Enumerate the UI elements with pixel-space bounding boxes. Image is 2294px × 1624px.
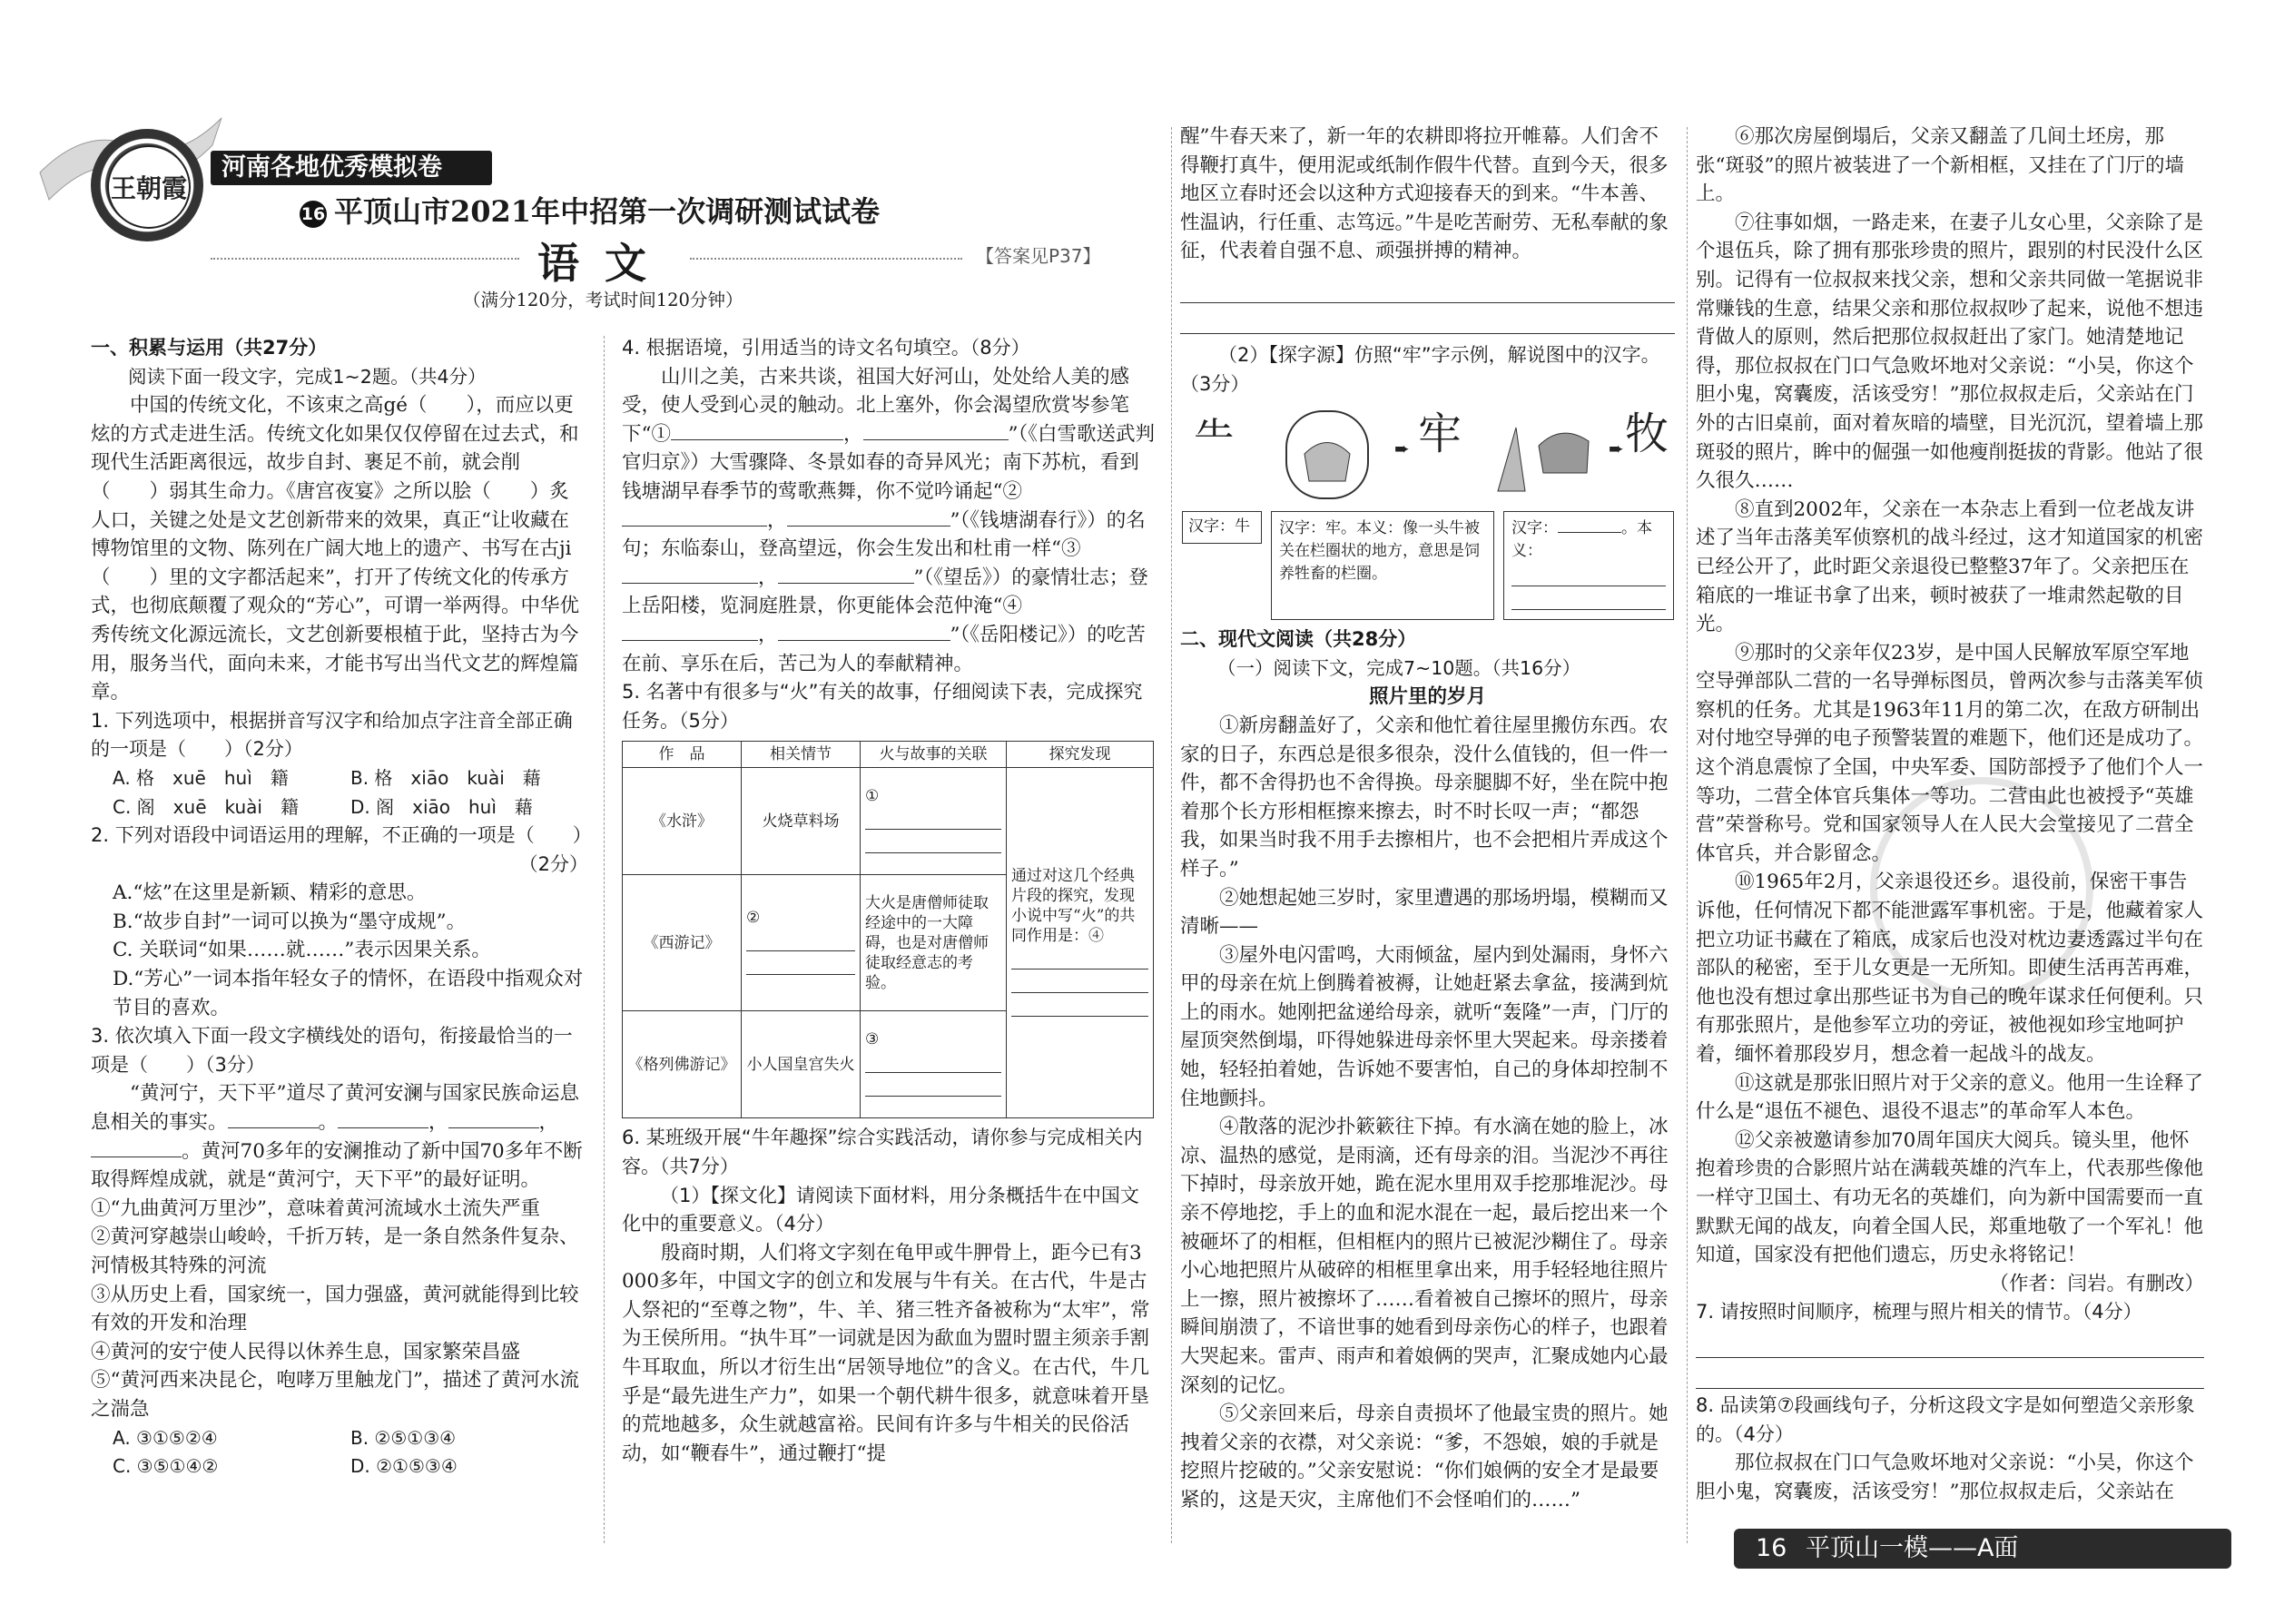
column-divider bbox=[1171, 127, 1172, 1543]
page-footer bbox=[1734, 1529, 2231, 1569]
column-1: 一、积累与运用（共27分） 阅读下面一段文字，完成1~2题。（共4分） 中国的传统文化，不该束之高gé（ ），而应以更炫的方式走进生活。传统文化如果仅仅停留在过去式，和现代生活距离很远，故步自封、裹足不前，就会削（ ）弱其生命力。《唐宫夜宴》之所以脍（ ）炙人口，关键之处是文艺创新带来的效果，真正“让收藏在博物馆里的文物、陈列在广阔大地上的遗产、书写在古ji（ ）里的文字都活起来”，打开了传统文化的传承方式，也彻底颠覆了观众的“芳心”，可谓一举两得。中华优秀传统文化源远流长，文艺创新要根植于此，坚持古为今用，服务当代，面向未来，才能书写出当代文艺的辉煌篇章。 1. 下列选项中，根据拼音写汉字和给加点字注音全部正确的一项是（ ）（2分） A. 格 xuē huì 籍 B. 格 xiāo kuài 藉 C. 阁 xuē kuài 籍 D. 阁 xiāo huì 藉 2. 下列对语段中词语运用的理解，不正确的一项是（ ） （2分） A.“炫”在这里是新颖、精彩的意思。 B.“故步自封”一词可以换为“墨守成规”。 C. 关联词“如果……就……”表示因果关系。 D.“芳心”一词本指年轻女子的情怀，在语段中指观众对节目的喜欢。 3. 依次填入下面一段文字横线处的语句，衔接最恰当的一项是（ ）（3分） “黄河宁，天下平”道尽了黄河安澜与国家民族命运息息相关的事实。 。 ， ，。黄河70多年的安澜推动了新中国70多年不断取得辉煌成就，就是“黄河宁，天下平”的最好证明。 ①“九曲黄河万里沙”，意味着黄河流域水土流失严重 ②黄河穿越崇山峻岭，千折万转，是一条自然条件复杂、河情极其特殊的河流 ③从历史上看，国家统一，国力强盛，黄河就能得到比较有效的开发和治理 ④黄河的安宁使人民得以休养生息，国家繁荣昌盛 ⑤“黄河西来决昆仑，咆哮万里触龙门”，描述了黄河水流之湍急 A. ③①⑤②④ B. ②⑤①③④ C. ③⑤①④② D. ②①⑤③④ bbox=[91, 334, 588, 1481]
option[interactable]: B.“故步自封”一词可以换为“墨守成规”。 bbox=[113, 910, 467, 933]
paragraph: ⑥那次房屋倒塌后，父亲又翻盖了几间土坯房，那张“斑驳”的照片被装进了一个新相框，又挂在了门厅的墙上。 bbox=[1696, 125, 2184, 206]
arrow-icon: ➨ bbox=[1394, 438, 1410, 460]
table-cell: 《格列佛游记》 bbox=[623, 1011, 742, 1118]
box-label: 。本义： bbox=[1511, 519, 1652, 561]
table-header-row bbox=[623, 742, 1154, 768]
answer-line[interactable] bbox=[1180, 275, 1675, 303]
q3-passage: “黄河宁，天下平”道尽了黄河安澜与国家民族命运息息相关的事实。 bbox=[91, 1082, 579, 1135]
answer-blank[interactable] bbox=[1558, 532, 1621, 533]
column-divider bbox=[1687, 127, 1688, 1543]
answer-blank[interactable] bbox=[778, 640, 950, 641]
option[interactable]: B. 格 xiāo kuài 藉 bbox=[350, 766, 541, 789]
q4-text: 山川之美，古来共谈，祖国大好河山，处处给人美的感受，使人受到心灵的触动。北上塞外，你会渴望欣赏岑参笔下“① bbox=[622, 365, 1130, 446]
publisher-logo bbox=[91, 129, 203, 241]
answer-blank[interactable] bbox=[622, 640, 758, 641]
answer-line[interactable] bbox=[1180, 306, 1675, 334]
glyph-figure bbox=[1180, 399, 1675, 625]
table-header: 相关情节 bbox=[742, 742, 861, 768]
answer-blank[interactable] bbox=[622, 583, 758, 584]
question-2-points: （2分） bbox=[518, 852, 588, 875]
q4-text: ”（《白雪歌送武判官归京》）大雪骤降、冬景如春的奇异风光；南下苏杭，看到钱塘湖早春季节的莺歌燕舞，你不觉吟诵起“② bbox=[622, 422, 1156, 503]
q2-options bbox=[91, 879, 588, 1022]
column-2: 4. 根据语境，引用适当的诗文名句填空。（8分） 山川之美，古来共谈，祖国大好河山，处处给人美的感受，使人受到心灵的触动。北上塞外，你会渴望欣赏岑参笔下“① ， ”（《白雪歌送武判官归京》）大雪骤降、冬景如春的奇异风光；南下苏杭，看到钱塘湖早春季节的莺歌燕舞，你不觉吟诵起“②， ”（《钱塘湖春行》）的名句；东临泰山，登高望远，你会生发出和杜甫一样“③， ”（《望岳》）的豪情壮志；登上岳阳楼，览洞庭胜景，你更能体会范仲淹“④， ”（《岳阳楼记》）的吃苦在前、享乐在后，苦己为人的奉献精神。 5. 名著中有很多与“火”有关的故事，仔细阅读下表，完成探究任务。（5分） 作 品 相关情节 火与故事的关联 探究发现 《水浒》 火烧草料场 ① 通过对这几个经典片段的探究，发现小说中写“火”的共同作用是：④ 《西游记》 ② 大火是唐僧师徒取经途中的一大障碍，也是对唐僧师徒取经意志的考验。 《格列佛游记》 小人国皇宫失火 ③ 6. 某班级开展“牛年趣探”综合实践活动，请你参与完成相关内容。（共7分） （1）【探文化】请阅读下面材料，用分条概括牛在中国文化中的重要意义。（4分） 殷商时期，人们将文字刻在龟甲或牛胛骨上，距今已有3 000多年，中国文字的创立和发展与牛有关。在古代，牛是古人祭祀的“至尊之物”，牛、羊、猪三牲齐备被称为“太牢”，常为王侯所用。“执牛耳”一词就是因为歃血为盟时盟主须亲手割牛耳取血，所以才衍生出“居领导地位”的含义。在古代，牛几乎是“最先进生产力”，如果一个朝代耕牛很多，就意味着开垦的荒地越多，众生就越富裕。民间有许多与牛相关的民俗活动，如“鞭春牛”，通过鞭打“提 bbox=[622, 334, 1157, 1468]
table-header: 探究发现 bbox=[1007, 742, 1154, 768]
reading-intro: （一）阅读下文，完成7~10题。（共16分） bbox=[1217, 656, 1581, 679]
question-2: 2. 下列对语段中词语运用的理解，不正确的一项是（ ） bbox=[91, 824, 592, 847]
banner-text: 河南各地优秀模拟卷 bbox=[222, 153, 442, 182]
question-6-1: （1）【探文化】请阅读下面材料，用分条概括牛在中国文化中的重要意义。（4分） bbox=[622, 1184, 1139, 1235]
table-row bbox=[623, 768, 1154, 875]
subject-title: 语文 bbox=[537, 239, 672, 288]
q3-item: ④黄河的安宁使人民得以休养生息，国家繁荣昌盛 bbox=[91, 1340, 521, 1363]
question-7: 7. 请按照时间顺序，梳理与照片相关的情节。（4分） bbox=[1696, 1301, 2142, 1324]
paragraph: ②她想起她三岁时，家里遭遇的那场坍塌，模糊而又清晰—— bbox=[1180, 886, 1669, 939]
q3-item: ⑤“黄河西来决昆仑，咆哮万里触龙门”，描述了黄河水流之湍急 bbox=[91, 1369, 579, 1421]
oracle-mu-glyph: 牧 bbox=[1625, 408, 1669, 460]
q3-item: ①“九曲黄河万里沙”，意味着黄河流域水土流失严重 bbox=[91, 1196, 540, 1220]
footer-label: 16 平顶山一模——A面 bbox=[1756, 1534, 2019, 1562]
paragraph: ④散落的泥沙扑簌簌往下掉。有水滴在她的脸上，冰凉、温热的感觉，是雨滴，还有母亲的泪。当泥沙不再往下掉时，母亲放开她，跪在泥水里用双手挖那堆泥沙。母亲不停地挖，手上的血和泥水混在一起，最后挖出来一个被砸坏了的相框，但相框内的照片已被泥沙糊住了。母亲小心地把照片从破碎的相框里拿出来，用手轻轻地往照片上一擦，照片被擦坏了……看着被自己擦坏的照片，母亲瞬间崩溃了，不谙世事的她看到母亲伤心的样子，也跟着大哭起来。雷声、雨声和着娘俩的哭声，汇聚成她内心最深刻的记忆。 bbox=[1180, 1116, 1669, 1397]
paragraph: ⑦往事如烟，一路走来，在妻子儿女心里，父亲除了是个退伍兵，除了拥有那张珍贵的照片，跟别的村民没什么区别。记得有一位叔叔来找父亲，想和父亲共同做一笔据说非常赚钱的生意，结果父亲和那位叔叔吵了起来，说他不想违背做人的原则，然后把那位叔叔赶出了家门。她清楚地记得，那位叔叔在门口气急败坏地对父亲说：“小吴，你这个胆小鬼，窝囊废，活该受穷！”那位叔叔走后，父亲站在门外的古旧桌前，面对着灰暗的墙壁，目光沉沉，望着墙上那斑驳的照片，眸中的倔强一如他瘦削挺拔的背影。他站了很久很久…… bbox=[1696, 211, 2204, 493]
option[interactable]: C. ③⑤①④② bbox=[113, 1455, 219, 1478]
option[interactable]: C. 关联词“如果……就……”表示因果关系。 bbox=[113, 939, 491, 962]
option[interactable]: A. ③①⑤②④ bbox=[113, 1426, 218, 1449]
question-8: 8. 品读第⑦段画线句子，分析这段文字是如何塑造父亲形象的。（4分） bbox=[1696, 1393, 2195, 1445]
answer-line[interactable] bbox=[1696, 1361, 2204, 1389]
q1-options bbox=[91, 764, 588, 822]
title-divider-left bbox=[211, 258, 519, 260]
q3-options bbox=[91, 1424, 588, 1481]
question-4: 4. 根据语境，引用适当的诗文名句填空。（8分） bbox=[622, 337, 1030, 359]
fire-story-table bbox=[622, 741, 1154, 1118]
q4-text: ”（《望岳》）的豪情壮志；登上岳阳楼，览洞庭胜景，你更能体会范仲淹“④ bbox=[622, 566, 1148, 618]
box-label: 汉字： bbox=[1511, 519, 1558, 538]
question-6-2: （2）【探字源】仿照“牢”字示例，解说图中的汉字。（3分） bbox=[1180, 343, 1660, 395]
herding-illustration bbox=[1489, 400, 1607, 500]
q3-passage-2: 黄河70多年的安澜推动了新中国70多年不断取得辉煌成就，就是“黄河宁，天下平”的最好证明。 bbox=[91, 1139, 583, 1192]
answer-blank[interactable] bbox=[863, 439, 1009, 440]
q6-passage: 殷商时期，人们将文字刻在龟甲或牛胛骨上，距今已有3 000多年，中国文字的创立和发展与牛有关。在古代，牛是古人祭祀的“至尊之物”，牛、羊、猪三牲齐备被称为“太牢”，常为王侯所用。“执牛耳”一词就是因为歃血为盟时盟主须亲手割牛耳取血，所以才衍生出“居领导地位”的含义。在古代，牛几乎是“最先进生产力”，如果一个朝代耕牛很多，就意味着开垦的荒地越多，众生就越富裕。民间有许多与牛相关的民俗活动，如“鞭春牛”，通过鞭打“提 bbox=[622, 1241, 1150, 1465]
paragraph: ⑩1965年2月，父亲退役还乡。退役前，保密干事告诉他，任何情况下都不能泄露军事机密。于是，他藏着家人把立功证书藏在了箱底，成家后也没对枕边妻透露过半句在部队的秘密，至于儿女更是一无所知。即使生活再苦再难，他也没有想过拿出那些证书为自己的晚年谋求任何便利。只有那张照片，是他参军立功的旁证，被他视如珍宝地呵护着，缅怀着那段岁月，想念着一起战斗的战友。 bbox=[1696, 871, 2204, 1066]
column-3 bbox=[1180, 123, 1675, 1515]
explain-box-answer[interactable] bbox=[1503, 511, 1674, 620]
answer-blank[interactable] bbox=[622, 526, 767, 527]
paragraph: ⑤父亲回来后，母亲自责损坏了他最宝贵的照片。她拽着父亲的衣襟，对父亲说：“爹，不怨娘，娘的手就是挖照片挖破的。”父亲安慰说：“你们娘俩的安全才是最要紧的，这是天灾，主席他们不会怪咱们的……” bbox=[1180, 1403, 1669, 1511]
explain-box: 汉字：牛 bbox=[1182, 511, 1262, 544]
reading-intro: 阅读下面一段文字，完成1~2题。（共4分） bbox=[128, 365, 487, 388]
column-divider bbox=[604, 336, 605, 1543]
table-cell: 大火是唐僧师徒取经途中的一大障碍，也是对唐僧师徒取经意志的考验。 bbox=[861, 875, 1007, 1011]
option[interactable]: D. ②①⑤③④ bbox=[350, 1455, 458, 1478]
series-banner bbox=[211, 151, 492, 185]
explain-box: 汉字：牢。本义：像一头牛被关在栏圈状的地方，意思是饲养牲畜的栏圈。 bbox=[1271, 511, 1494, 620]
option[interactable]: A. 格 xuē huì 籍 bbox=[113, 766, 289, 789]
option[interactable]: D. 阁 xiāo huì 藉 bbox=[350, 795, 533, 818]
option[interactable]: D.“芳心”一词本指年轻女子的情怀，在语段中指观众对节目的喜欢。 bbox=[113, 968, 584, 1019]
column-4 bbox=[1696, 123, 2204, 1506]
table-cell[interactable]: ② bbox=[742, 875, 861, 1011]
answer-reference: 【答案见P37】 bbox=[976, 245, 1101, 267]
q4-text: ”（《钱塘湖春行》）的名句；东临泰山，登高望远，你会生发出和杜甫一样“③ bbox=[622, 508, 1146, 561]
answer-blank[interactable] bbox=[338, 1127, 428, 1128]
table-cell[interactable]: ① bbox=[861, 768, 1007, 875]
paragraph: ⑪这就是那张旧照片对于父亲的意义。他用一生诠释了什么是“退伍不褪色、退役不退志”的革命军人本色。 bbox=[1696, 1071, 2204, 1124]
paragraph: ③屋外电闪雷鸣，大雨倾盆，屋内到处漏雨，身怀六甲的母亲在炕上倒腾着被褥，让她赶紧去拿盆，接满到炕上的雨水。她刚把盆递给母亲，就听“轰隆”一声，门厅的屋顶突然倒塌，吓得她躲进母亲怀里大哭起来。母亲搂着她，轻轻拍着她，告诉她不要害怕，自己的身体却控制不住地颤抖。 bbox=[1180, 943, 1669, 1110]
arrow-icon: ➨ bbox=[1609, 438, 1624, 460]
oracle-lao-glyph: 牢 bbox=[1418, 408, 1462, 460]
oracle-niu-glyph: ⺧ bbox=[1193, 413, 1235, 463]
page-title bbox=[300, 189, 880, 231]
answer-line[interactable] bbox=[1696, 1330, 2204, 1358]
option[interactable]: B. ②⑤①③④ bbox=[350, 1426, 457, 1449]
q6-passage-cont: 醒”牛春天来了，新一年的农耕即将拉开帷幕。人们舍不得鞭打真牛，便用泥或纸制作假牛代替。直到今天，很多地区立春时还会以这种方式迎接春天的到来。“牛本善、性温讷，行任重、志笃远。”牛是吃苦耐劳、无私奉献的象征，代表着自强不息、顽强拼搏的精神。 bbox=[1180, 125, 1669, 263]
table-header: 作 品 bbox=[623, 742, 742, 768]
table-cell: 火烧草料场 bbox=[742, 768, 861, 875]
logo-text: 王朝霞 bbox=[107, 145, 191, 229]
q3-item: ③从历史上看，国家统一，国力强盛，黄河就能得到比较有效的开发和治理 bbox=[91, 1283, 579, 1335]
article-title: 照片里的岁月 bbox=[1368, 685, 1486, 709]
answer-blank[interactable] bbox=[91, 1156, 182, 1157]
table-cell-finding[interactable]: 通过对这几个经典片段的探究，发现小说中写“火”的共同作用是：④ bbox=[1007, 768, 1154, 1118]
answer-blank[interactable] bbox=[778, 583, 914, 584]
section-heading: 一、积累与运用（共27分） bbox=[91, 337, 328, 359]
pen-illustration bbox=[1264, 404, 1391, 504]
option[interactable]: A.“炫”在这里是新颖、精彩的意思。 bbox=[113, 881, 427, 905]
table-cell: 《水浒》 bbox=[623, 768, 742, 875]
q8-quote: 那位叔叔在门口气急败坏地对父亲说：“小吴，你这个胆小鬼，窝囊废，活该受穷！”那位叔叔走后，父亲站在 bbox=[1696, 1452, 2194, 1503]
paragraph: ⑧直到2002年，父亲在一本杂志上看到一位老战友讲述了当年击落美军侦察机的战斗经过，这才知道国家的机密已经公开了，此时距父亲退役已整整37年了。父亲把压在箱底的一堆证书拿了出来，顿时被获了一堆肃然起敬的目光。 bbox=[1696, 497, 2204, 636]
answer-blank[interactable] bbox=[448, 1127, 539, 1128]
table-header: 火与故事的关联 bbox=[861, 742, 1007, 768]
question-6: 6. 某班级开展“牛年趣探”综合实践活动，请你参与完成相关内容。（共7分） bbox=[622, 1127, 1143, 1177]
author-credit: （作者：闫岩。有删改） bbox=[1989, 1272, 2204, 1295]
exam-meta: （满分120分，考试时间120分钟） bbox=[463, 290, 743, 310]
paragraph: ⑨那时的父亲年仅23岁，是中国人民解放军原空军地空导弹部队二营的一名导弹标图员，曾两次参与击落美军侦察机的任务。尤其是1963年11月的第二次，在敌方研制出对付地空导弹的电子预警装置的难题下，他们还是成功了。这个消息震惊了全国，中央军委、国防部授予了他们个人一等功，二营全体官兵集体一等功。二营由此也被授予“英雄营”荣誉称号。党和国家领导人在人民大会堂接见了二营全体官兵，并合影留念。 bbox=[1696, 641, 2204, 865]
answer-blank[interactable] bbox=[671, 439, 843, 440]
title-text: 平顶山市2021年中招第一次调研测试试卷 bbox=[334, 194, 881, 229]
title-divider-right bbox=[690, 258, 962, 260]
passage-text: 中国的传统文化，不该束之高gé（ ），而应以更炫的方式走进生活。传统文化如果仅仅停留在过去式，和现代生活距离很远，故步自封、裹足不前，就会削（ ）弱其生命力。《唐宫夜宴》之所以脍（ ）炙人口，关键之处是文艺创新带来的效果，真正“让收藏在博物馆里的文物、陈列在广阔大地上的遗产、书写在古ji（ ）里的文字都活起来”，打开了传统文化的传承方式，也彻底颠覆了观众的“芳心”，可谓一举两得。中华优秀传统文化源远流长，文艺创新要根植于此，坚持古为今用，服务当代，面向未来，才能书写出当代文艺的辉煌篇章。 bbox=[91, 394, 579, 704]
question-1: 1. 下列选项中，根据拼音写汉字和给加点字注音全部正确的一项是（ ）（2分） bbox=[91, 709, 573, 761]
answer-blank[interactable] bbox=[787, 526, 950, 527]
q3-item: ②黄河穿越崇山峻岭，千折万转，是一条自然条件复杂、河情极其特殊的河流 bbox=[91, 1225, 579, 1277]
paper-number: 16 bbox=[300, 201, 327, 228]
paragraph: ⑫父亲被邀请参加70周年国庆大阅兵。镜头里，他怀抱着珍贵的合影照片站在满载英雄的汽车上，代表那些像他一样守卫国土、有功无名的英雄们，向为新中国需要而一直默默无闻的战友，向着全国人民，郑重地敬了一个军礼！他知道，国家没有把他们遗忘，历史永将铭记！ bbox=[1696, 1128, 2204, 1267]
section-heading: 二、现代文阅读（共28分） bbox=[1180, 628, 1417, 651]
question-3: 3. 依次填入下面一段文字横线处的语句，衔接最恰当的一项是（ ）（3分） bbox=[91, 1025, 573, 1076]
q4-text: ”（《岳阳楼记》）的吃苦在前、享乐在后，苦己为人的奉献精神。 bbox=[622, 623, 1146, 675]
question-5: 5. 名著中有很多与“火”有关的故事，仔细阅读下表，完成探究任务。（5分） bbox=[622, 681, 1143, 732]
paragraph: ①新房翻盖好了，父亲和他忙着往屋里搬仿东西。农家的日子，东西总是很多很杂，没什么值钱的，但一件一件，都不舍得扔也不舍得换。母亲腿脚不好，坐在院中抱着那个长方形相框擦来擦去，时不时长叹一声；“都怨我，如果当时我不用手去擦相片，也不会把相片弄成这个样子。” bbox=[1180, 714, 1669, 881]
table-cell[interactable]: ③ bbox=[861, 1011, 1007, 1118]
option[interactable]: C. 阁 xuē kuài 籍 bbox=[113, 795, 299, 818]
table-cell: 《西游记》 bbox=[623, 875, 742, 1011]
table-cell: 小人国皇宫失火 bbox=[742, 1011, 861, 1118]
answer-blank[interactable] bbox=[228, 1127, 319, 1128]
